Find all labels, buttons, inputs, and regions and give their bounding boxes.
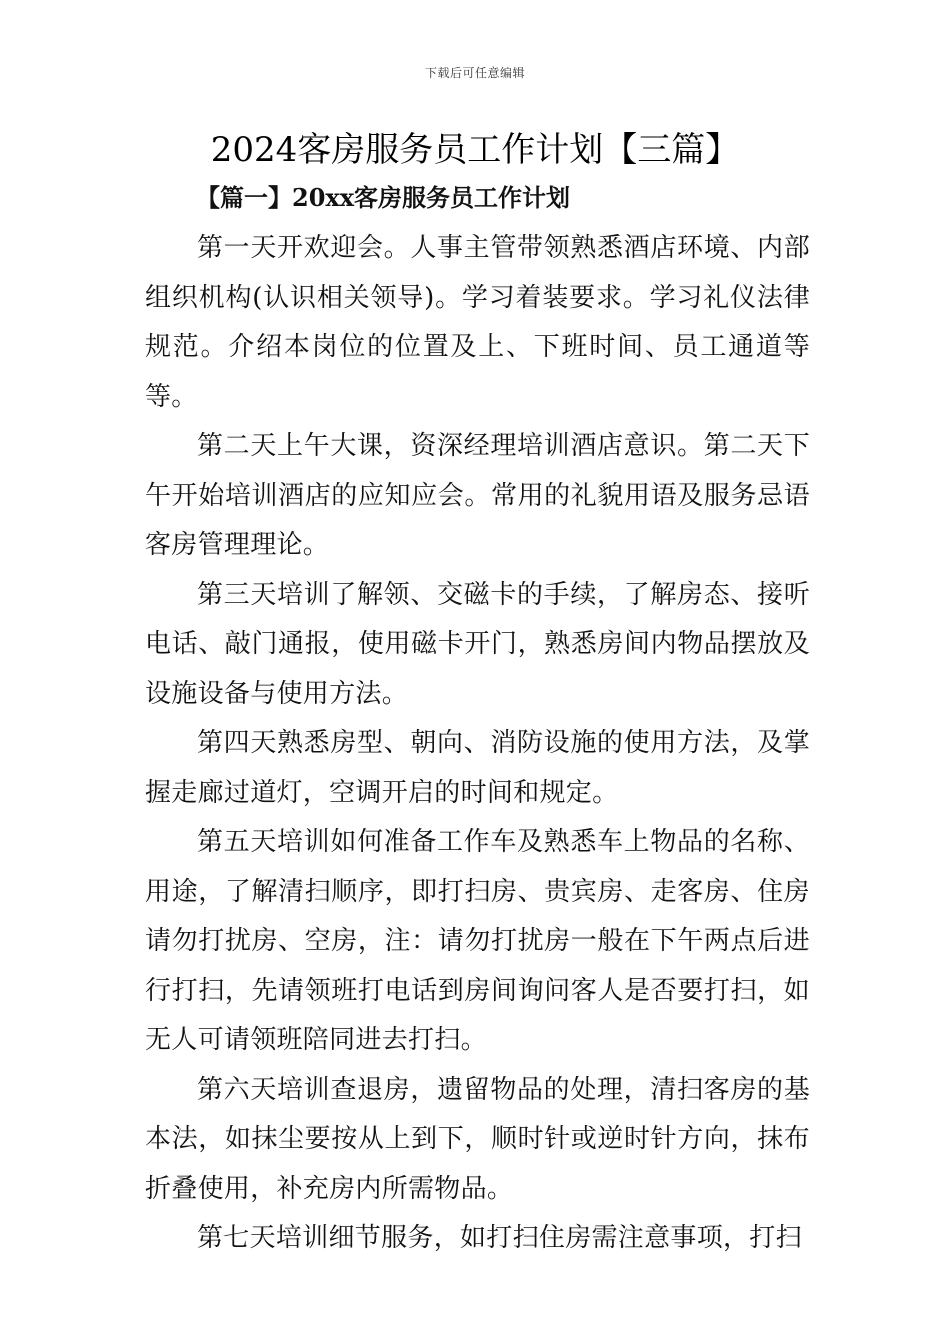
paragraph-day-1: 第一天开欢迎会。人事主管带领熟悉酒店环境、内部组织机构(认识相关领导)。学习着装要求。学习礼仪法律规范。介绍本岗位的位置及上、下班时间、员工通道等等。 <box>145 233 810 412</box>
header-note: 下载后可任意编辑 <box>424 66 525 80</box>
paragraph-day-7: 第七天培训细节服务，如打扫住房需注意事项，打扫 <box>197 1223 802 1253</box>
paragraph-day-4: 第四天熟悉房型、朝向、消防设施的使用方法，及掌握走廊过道灯，空调开启的时间和规定。 <box>145 728 810 808</box>
paragraph-day-5: 第五天培训如何准备工作车及熟悉车上物品的名称、用途，了解清扫顺序，即打扫房、贵宾房、走客房、住房请勿打扰房、空房，注：请勿打扰房一般在下午两点后进行打扫，先请领班打电话到房间询问客人是否要打扫，如无人可请领班陪同进去打扫。 <box>145 827 810 1055</box>
document-title: 2024客房服务员工作计划【三篇】 <box>210 130 740 170</box>
paragraph-day-6: 第六天培训查退房，遗留物品的处理，清扫客房的基本法，如抹尘要按从上到下，顺时针或逆时针方向，抹布折叠使用，补充房内所需物品。 <box>145 1074 810 1204</box>
document-body <box>145 224 810 1264</box>
paragraph-day-3: 第三天培训了解领、交磁卡的手续，了解房态、接听电话、敲门通报，使用磁卡开门，熟悉房间内物品摆放及设施设备与使用方法。 <box>145 579 810 709</box>
paragraph-day-2: 第二天上午大课，资深经理培训酒店意识。第二天下午开始培训酒店的应知应会。常用的礼貌用语及服务忌语客房管理理论。 <box>145 431 810 560</box>
section-heading: 【篇一】20xx客房服务员工作计划 <box>196 183 571 212</box>
